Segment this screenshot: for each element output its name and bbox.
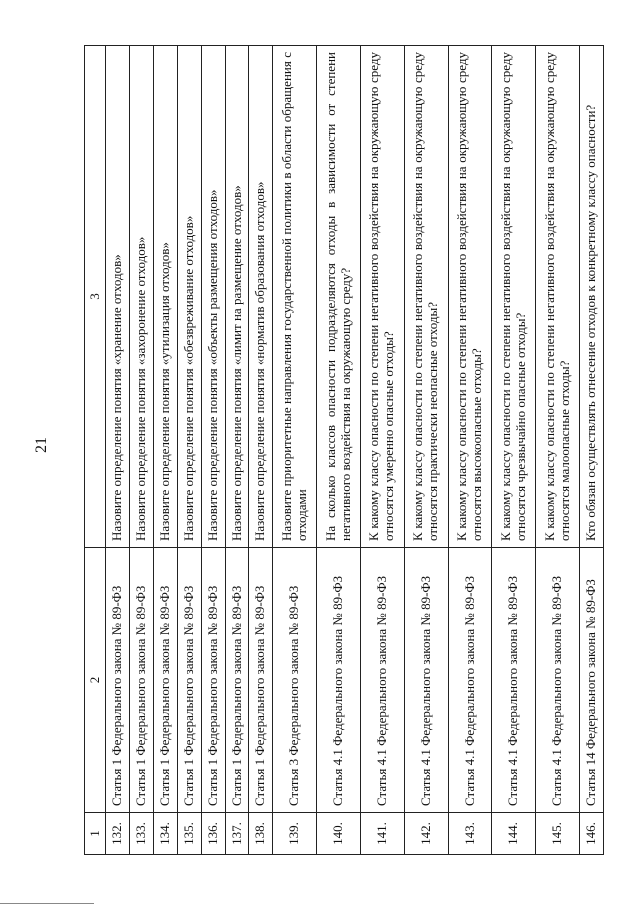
table-row xyxy=(153,46,177,855)
question-cell: Назовите определение понятия «захоронение отходов» xyxy=(129,46,153,548)
row-number-cell: 133. xyxy=(129,813,153,855)
law-reference-cell: Статья 1 Федерального закона № 89-ФЗ xyxy=(201,548,225,813)
bottom-rule xyxy=(0,903,94,904)
page-number: 21 xyxy=(33,437,50,453)
law-reference-cell: Статья 4.1 Федерального закона № 89-ФЗ xyxy=(536,548,580,813)
header-row xyxy=(85,46,106,855)
question-cell: Назовите определение понятия «лимит на размещение отходов» xyxy=(225,46,249,548)
row-number-cell: 134. xyxy=(153,813,177,855)
law-reference-cell: Статья 1 Федерального закона № 89-ФЗ xyxy=(106,548,130,813)
column-header-1: 1 xyxy=(85,813,106,855)
table-row xyxy=(360,46,404,855)
row-number-cell: 146. xyxy=(580,813,604,855)
table-row xyxy=(201,46,225,855)
row-number-cell: 144. xyxy=(492,813,536,855)
table-row xyxy=(106,46,130,855)
row-number-cell: 143. xyxy=(448,813,492,855)
questions-table xyxy=(84,45,604,855)
row-number-cell: 140. xyxy=(317,813,361,855)
table-row xyxy=(404,46,448,855)
law-reference-cell: Статья 4.1 Федерального закона № 89-ФЗ xyxy=(360,548,404,813)
table-row xyxy=(580,46,604,855)
law-reference-cell: Статья 1 Федерального закона № 89-ФЗ xyxy=(177,548,201,813)
column-header-3: 3 xyxy=(85,46,106,548)
question-cell: К какому классу опасности по степени негативного воздействия на окружающую среду относятся чрезвычайно опасные отходы? xyxy=(492,46,536,548)
question-cell: Назовите определение понятия «объекты размещения отходов» xyxy=(201,46,225,548)
table-row xyxy=(492,46,536,855)
row-number-cell: 132. xyxy=(106,813,130,855)
law-reference-cell: Статья 4.1 Федерального закона № 89-ФЗ xyxy=(448,548,492,813)
law-reference-cell: Статья 14 Федерального закона № 89-ФЗ xyxy=(580,548,604,813)
table-row xyxy=(317,46,361,855)
law-reference-cell: Статья 1 Федерального закона № 89-ФЗ xyxy=(249,548,273,813)
row-number-cell: 145. xyxy=(536,813,580,855)
table-row xyxy=(225,46,249,855)
question-cell: Назовите определение понятия «норматив образования отходов» xyxy=(249,46,273,548)
row-number-cell: 137. xyxy=(225,813,249,855)
law-reference-cell: Статья 4.1 Федерального закона № 89-ФЗ xyxy=(492,548,536,813)
row-number-cell: 135. xyxy=(177,813,201,855)
row-number-cell: 138. xyxy=(249,813,273,855)
row-number-cell: 141. xyxy=(360,813,404,855)
question-cell: Назовите приоритетные направления государственной политики в области обращения с отходами xyxy=(273,46,317,548)
question-cell: К какому классу опасности по степени негативного воздействия на окружающую среду относятся малоопасные отходы? xyxy=(536,46,580,548)
law-reference-cell: Статья 4.1 Федерального закона № 89-ФЗ xyxy=(404,548,448,813)
question-cell: Назовите определение понятия «утилизация отходов» xyxy=(153,46,177,548)
table-row xyxy=(536,46,580,855)
law-reference-cell: Статья 4.1 Федерального закона № 89-ФЗ xyxy=(317,548,361,813)
law-reference-cell: Статья 3 Федерального закона № 89-ФЗ xyxy=(273,548,317,813)
table-row xyxy=(177,46,201,855)
law-reference-cell: Статья 1 Федерального закона № 89-ФЗ xyxy=(153,548,177,813)
row-number-cell: 136. xyxy=(201,813,225,855)
question-cell: На сколько классов опасности подразделяются отходы в зависимости от степени негативного воздействия на окружающую среду? xyxy=(317,46,361,548)
table-row xyxy=(448,46,492,855)
table-row xyxy=(129,46,153,855)
law-reference-cell: Статья 1 Федерального закона № 89-ФЗ xyxy=(225,548,249,813)
question-cell: К какому классу опасности по степени негативного воздействия на окружающую среду относятся высокоопасные отходы? xyxy=(448,46,492,548)
rotated-table-container xyxy=(84,45,604,855)
question-cell: Назовите определение понятия «хранение отходов» xyxy=(106,46,130,548)
question-cell: К какому классу опасности по степени негативного воздействия на окружающую среду относятся умеренно опасные отходы? xyxy=(360,46,404,548)
question-cell: Кто обязан осуществлять отнесение отходов к конкретному классу опасности? xyxy=(580,46,604,548)
law-reference-cell: Статья 1 Федерального закона № 89-ФЗ xyxy=(129,548,153,813)
table-row xyxy=(249,46,273,855)
table-row xyxy=(273,46,317,855)
column-header-2: 2 xyxy=(85,548,106,813)
row-number-cell: 139. xyxy=(273,813,317,855)
question-cell: Назовите определение понятия «обезвреживание отходов» xyxy=(177,46,201,548)
question-cell: К какому классу опасности по степени негативного воздействия на окружающую среду относятся практически неопасные отходы? xyxy=(404,46,448,548)
row-number-cell: 142. xyxy=(404,813,448,855)
